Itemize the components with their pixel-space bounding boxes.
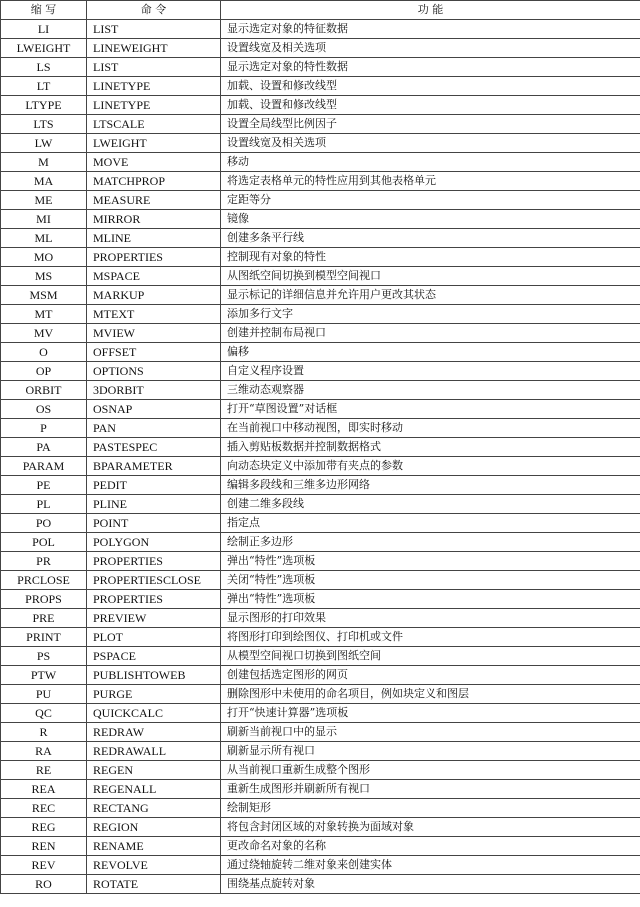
command-cell: LIST bbox=[87, 58, 221, 77]
table-row bbox=[1, 875, 640, 894]
function-cell: 从当前视口重新生成整个图形 bbox=[221, 761, 640, 780]
function-cell: 在当前视口中移动视图，即实时移动 bbox=[221, 419, 640, 438]
function-cell: 三维动态观察器 bbox=[221, 381, 640, 400]
function-cell: 绘制矩形 bbox=[221, 799, 640, 818]
abbreviation-cell: PS bbox=[1, 647, 87, 666]
function-cell: 显示图形的打印效果 bbox=[221, 609, 640, 628]
command-cell: POINT bbox=[87, 514, 221, 533]
command-cell: BPARAMETER bbox=[87, 457, 221, 476]
abbreviation-cell: REA bbox=[1, 780, 87, 799]
command-cell: PSPACE bbox=[87, 647, 221, 666]
table-row bbox=[1, 476, 640, 495]
table-row bbox=[1, 267, 640, 286]
table-row bbox=[1, 20, 640, 39]
command-cell: PREVIEW bbox=[87, 609, 221, 628]
abbreviation-cell: LTYPE bbox=[1, 96, 87, 115]
abbreviation-cell: MI bbox=[1, 210, 87, 229]
command-cell: MARKUP bbox=[87, 286, 221, 305]
abbreviation-cell: MA bbox=[1, 172, 87, 191]
command-cell: QUICKCALC bbox=[87, 704, 221, 723]
function-cell: 设置全局线型比例因子 bbox=[221, 115, 640, 134]
function-cell: 偏移 bbox=[221, 343, 640, 362]
table-row bbox=[1, 191, 640, 210]
function-cell: 通过绕轴旋转二维对象来创建实体 bbox=[221, 856, 640, 875]
command-cell: PASTESPEC bbox=[87, 438, 221, 457]
header-function: 功 能 bbox=[221, 1, 640, 20]
command-cell: REDRAW bbox=[87, 723, 221, 742]
table-row bbox=[1, 818, 640, 837]
command-cell: 3DORBIT bbox=[87, 381, 221, 400]
command-cell: MOVE bbox=[87, 153, 221, 172]
function-cell: 定距等分 bbox=[221, 191, 640, 210]
command-cell: POLYGON bbox=[87, 533, 221, 552]
table-row bbox=[1, 248, 640, 267]
abbreviation-cell: MS bbox=[1, 267, 87, 286]
abbreviation-cell: RO bbox=[1, 875, 87, 894]
table-row bbox=[1, 742, 640, 761]
function-cell: 显示标记的详细信息并允许用户更改其状态 bbox=[221, 286, 640, 305]
command-cell: OFFSET bbox=[87, 343, 221, 362]
table-row bbox=[1, 590, 640, 609]
function-cell: 刷新当前视口中的显示 bbox=[221, 723, 640, 742]
table-row bbox=[1, 134, 640, 153]
abbreviation-cell: RE bbox=[1, 761, 87, 780]
abbreviation-cell: PRE bbox=[1, 609, 87, 628]
table-row bbox=[1, 438, 640, 457]
command-cell: PLINE bbox=[87, 495, 221, 514]
function-cell: 镜像 bbox=[221, 210, 640, 229]
function-cell: 自定义程序设置 bbox=[221, 362, 640, 381]
abbreviation-cell: PR bbox=[1, 552, 87, 571]
function-cell: 关闭“特性”选项板 bbox=[221, 571, 640, 590]
abbreviation-cell: PRINT bbox=[1, 628, 87, 647]
table-row bbox=[1, 324, 640, 343]
abbreviation-cell: OS bbox=[1, 400, 87, 419]
abbreviation-cell: PTW bbox=[1, 666, 87, 685]
command-cell: LWEIGHT bbox=[87, 134, 221, 153]
command-cell: PUBLISHTOWEB bbox=[87, 666, 221, 685]
abbreviation-cell: MO bbox=[1, 248, 87, 267]
function-cell: 加载、设置和修改线型 bbox=[221, 77, 640, 96]
command-cell: MTEXT bbox=[87, 305, 221, 324]
abbreviation-cell: MT bbox=[1, 305, 87, 324]
table-row bbox=[1, 628, 640, 647]
table-row bbox=[1, 362, 640, 381]
function-cell: 添加多行文字 bbox=[221, 305, 640, 324]
function-cell: 编辑多段线和三维多边形网络 bbox=[221, 476, 640, 495]
function-cell: 从图纸空间切换到模型空间视口 bbox=[221, 267, 640, 286]
table-row bbox=[1, 533, 640, 552]
function-cell: 更改命名对象的名称 bbox=[221, 837, 640, 856]
abbreviation-cell: ME bbox=[1, 191, 87, 210]
table-row bbox=[1, 115, 640, 134]
function-cell: 设置线宽及相关选项 bbox=[221, 39, 640, 58]
abbreviation-cell: POL bbox=[1, 533, 87, 552]
function-cell: 显示选定对象的特征数据 bbox=[221, 20, 640, 39]
table-row bbox=[1, 286, 640, 305]
header-abbreviation: 缩 写 bbox=[1, 1, 87, 20]
abbreviation-cell: LT bbox=[1, 77, 87, 96]
table-row bbox=[1, 666, 640, 685]
table-row bbox=[1, 153, 640, 172]
table-row bbox=[1, 58, 640, 77]
function-cell: 删除图形中未使用的命名项目，例如块定义和图层 bbox=[221, 685, 640, 704]
function-cell: 设置线宽及相关选项 bbox=[221, 134, 640, 153]
function-cell: 插入剪贴板数据并控制数据格式 bbox=[221, 438, 640, 457]
table-header bbox=[1, 1, 640, 20]
function-cell: 绘制正多边形 bbox=[221, 533, 640, 552]
table-row bbox=[1, 837, 640, 856]
header-row bbox=[1, 1, 640, 20]
function-cell: 重新生成图形并刷新所有视口 bbox=[221, 780, 640, 799]
function-cell: 移动 bbox=[221, 153, 640, 172]
command-cell: REDRAWALL bbox=[87, 742, 221, 761]
abbreviation-cell: R bbox=[1, 723, 87, 742]
command-cell: PLOT bbox=[87, 628, 221, 647]
abbreviation-cell: O bbox=[1, 343, 87, 362]
command-cell: PROPERTIESCLOSE bbox=[87, 571, 221, 590]
command-cell: LINEWEIGHT bbox=[87, 39, 221, 58]
abbreviation-cell: P bbox=[1, 419, 87, 438]
abbreviation-cell: PU bbox=[1, 685, 87, 704]
abbreviation-cell: PE bbox=[1, 476, 87, 495]
function-cell: 将包含封闭区域的对象转换为面域对象 bbox=[221, 818, 640, 837]
table-row bbox=[1, 419, 640, 438]
command-cell: LINETYPE bbox=[87, 77, 221, 96]
table-row bbox=[1, 647, 640, 666]
abbreviation-cell: REC bbox=[1, 799, 87, 818]
abbreviation-cell: QC bbox=[1, 704, 87, 723]
function-cell: 刷新显示所有视口 bbox=[221, 742, 640, 761]
function-cell: 将图形打印到绘图仪、打印机或文件 bbox=[221, 628, 640, 647]
function-cell: 围绕基点旋转对象 bbox=[221, 875, 640, 894]
table-row bbox=[1, 514, 640, 533]
table-row bbox=[1, 609, 640, 628]
function-cell: 弹出“特性”选项板 bbox=[221, 590, 640, 609]
function-cell: 将选定表格单元的特性应用到其他表格单元 bbox=[221, 172, 640, 191]
command-cell: MATCHPROP bbox=[87, 172, 221, 191]
table-row bbox=[1, 799, 640, 818]
function-cell: 创建多条平行线 bbox=[221, 229, 640, 248]
abbreviation-cell: LWEIGHT bbox=[1, 39, 87, 58]
function-cell: 从模型空间视口切换到图纸空间 bbox=[221, 647, 640, 666]
command-cell: OPTIONS bbox=[87, 362, 221, 381]
abbreviation-cell: PL bbox=[1, 495, 87, 514]
table-row bbox=[1, 723, 640, 742]
command-cell: MLINE bbox=[87, 229, 221, 248]
table-row bbox=[1, 210, 640, 229]
abbreviation-cell: PARAM bbox=[1, 457, 87, 476]
function-cell: 加载、设置和修改线型 bbox=[221, 96, 640, 115]
table-row bbox=[1, 780, 640, 799]
abbreviation-cell: MV bbox=[1, 324, 87, 343]
command-cell: RENAME bbox=[87, 837, 221, 856]
command-cell: REVOLVE bbox=[87, 856, 221, 875]
function-cell: 创建包括选定图形的网页 bbox=[221, 666, 640, 685]
command-cell: PROPERTIES bbox=[87, 248, 221, 267]
command-cell: MVIEW bbox=[87, 324, 221, 343]
table-body bbox=[1, 20, 640, 894]
abbreviation-cell: M bbox=[1, 153, 87, 172]
table-row bbox=[1, 229, 640, 248]
command-cell: REGION bbox=[87, 818, 221, 837]
table-row bbox=[1, 704, 640, 723]
abbreviation-cell: PA bbox=[1, 438, 87, 457]
abbreviation-cell: REN bbox=[1, 837, 87, 856]
command-cell: ROTATE bbox=[87, 875, 221, 894]
table-row bbox=[1, 77, 640, 96]
abbreviation-cell: LI bbox=[1, 20, 87, 39]
table-row bbox=[1, 96, 640, 115]
command-cell: LINETYPE bbox=[87, 96, 221, 115]
table-row bbox=[1, 552, 640, 571]
command-cell: PURGE bbox=[87, 685, 221, 704]
command-cell: PAN bbox=[87, 419, 221, 438]
abbreviation-cell: LS bbox=[1, 58, 87, 77]
command-cell: MIRROR bbox=[87, 210, 221, 229]
table-row bbox=[1, 343, 640, 362]
command-cell: OSNAP bbox=[87, 400, 221, 419]
abbreviation-cell: MSM bbox=[1, 286, 87, 305]
function-cell: 打开“快速计算器”选项板 bbox=[221, 704, 640, 723]
table-row bbox=[1, 685, 640, 704]
function-cell: 指定点 bbox=[221, 514, 640, 533]
table-row bbox=[1, 571, 640, 590]
table-row bbox=[1, 39, 640, 58]
function-cell: 向动态块定义中添加带有夹点的参数 bbox=[221, 457, 640, 476]
function-cell: 显示选定对象的特性数据 bbox=[221, 58, 640, 77]
table-row bbox=[1, 495, 640, 514]
abbreviation-cell: ORBIT bbox=[1, 381, 87, 400]
table-row bbox=[1, 400, 640, 419]
header-command: 命 令 bbox=[87, 1, 221, 20]
abbreviation-cell: OP bbox=[1, 362, 87, 381]
command-cell: PEDIT bbox=[87, 476, 221, 495]
command-cell: MEASURE bbox=[87, 191, 221, 210]
function-cell: 创建二维多段线 bbox=[221, 495, 640, 514]
abbreviation-cell: PO bbox=[1, 514, 87, 533]
command-cell: RECTANG bbox=[87, 799, 221, 818]
abbreviation-cell: REG bbox=[1, 818, 87, 837]
function-cell: 弹出“特性”选项板 bbox=[221, 552, 640, 571]
table-row bbox=[1, 381, 640, 400]
abbreviation-cell: PROPS bbox=[1, 590, 87, 609]
function-cell: 创建并控制布局视口 bbox=[221, 324, 640, 343]
command-cell: REGENALL bbox=[87, 780, 221, 799]
table-row bbox=[1, 305, 640, 324]
table-row bbox=[1, 761, 640, 780]
table-row bbox=[1, 172, 640, 191]
abbreviation-cell: LTS bbox=[1, 115, 87, 134]
command-cell: PROPERTIES bbox=[87, 590, 221, 609]
table-row bbox=[1, 457, 640, 476]
function-cell: 打开“草图设置”对话框 bbox=[221, 400, 640, 419]
abbreviation-cell: LW bbox=[1, 134, 87, 153]
command-cell: LTSCALE bbox=[87, 115, 221, 134]
command-cell: MSPACE bbox=[87, 267, 221, 286]
command-cell: REGEN bbox=[87, 761, 221, 780]
command-cell: PROPERTIES bbox=[87, 552, 221, 571]
abbreviation-cell: RA bbox=[1, 742, 87, 761]
abbreviation-cell: REV bbox=[1, 856, 87, 875]
function-cell: 控制现有对象的特性 bbox=[221, 248, 640, 267]
abbreviation-cell: ML bbox=[1, 229, 87, 248]
abbreviation-cell: PRCLOSE bbox=[1, 571, 87, 590]
table-row bbox=[1, 856, 640, 875]
command-cell: LIST bbox=[87, 20, 221, 39]
